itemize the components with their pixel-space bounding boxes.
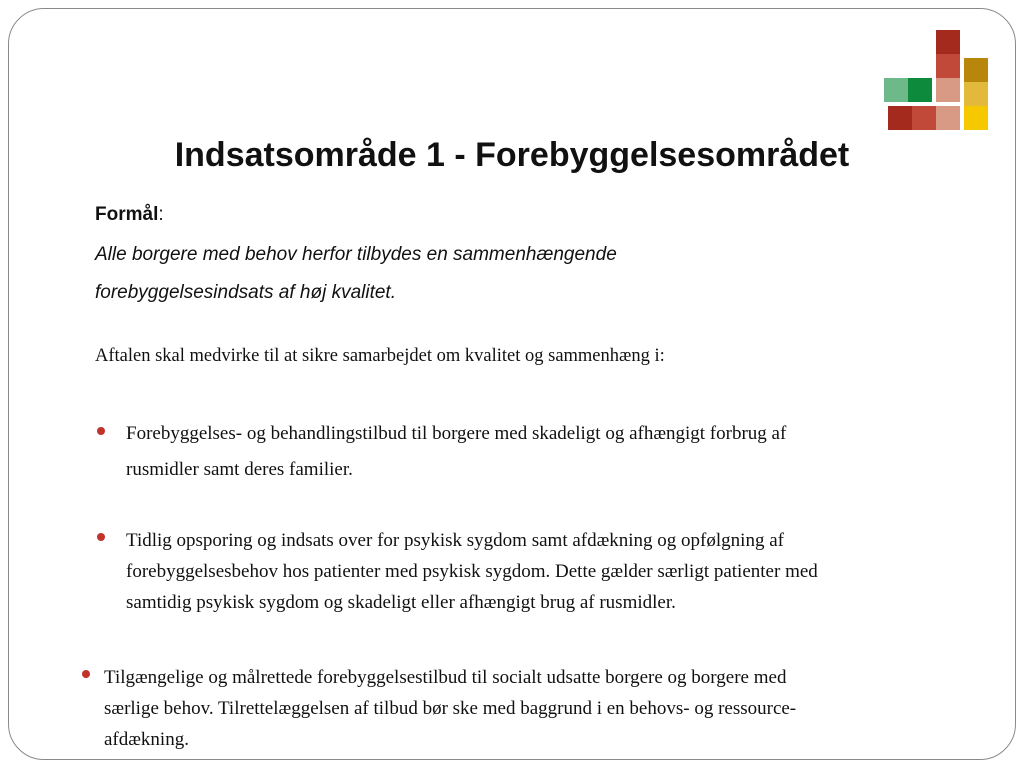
list-item-line: Tidlig opsporing og indsats over for psykisk sygdom samt afdækning og opfølgning af <box>126 530 784 551</box>
slide-frame <box>8 8 1016 760</box>
purpose-colon: : <box>158 204 164 225</box>
purpose-label-text: Formål <box>95 204 159 225</box>
purpose-line-1: Alle borgere med behov herfor tilbydes en sammenhængende <box>95 244 617 265</box>
bullet-icon <box>82 670 90 678</box>
list-item <box>126 416 946 488</box>
bullet-icon <box>97 533 105 541</box>
page-title: Indsatsområde 1 - Forebyggelsesområdet <box>174 136 850 174</box>
bullet-icon <box>97 427 105 435</box>
list-item-line: afdækning. <box>104 729 189 750</box>
intro-text: Aftalen skal medvirke til at sikre samarbejdet om kvalitet og sammenhæng i: <box>95 346 665 366</box>
list-item-line: særlige behov. Tilrettelæggelsen af tilbud bør ske med baggrund i en behovs- og ressource- <box>104 698 797 719</box>
list-item-line: rusmidler samt deres familier. <box>126 459 353 480</box>
list-item-line: Tilgængelige og målrettede forebyggelsestilbud til socialt udsatte borgere og borgere med <box>104 667 787 688</box>
list-item-line: Forebyggelses- og behandlingstilbud til borgere med skadeligt og afhængigt forbrug af <box>126 423 787 444</box>
list-item-line: samtidig psykisk sygdom og skadeligt eller afhængigt brug af rusmidler. <box>126 592 676 613</box>
list-item <box>104 662 974 755</box>
list-item <box>126 525 986 618</box>
purpose-text <box>95 236 895 312</box>
list-item-line: forebyggelsesbehov hos patienter med psykisk sygdom. Dette gælder særligt patienter med <box>126 561 818 582</box>
purpose-label <box>95 204 164 226</box>
purpose-line-2: forebyggelsesindsats af høj kvalitet. <box>95 282 396 303</box>
